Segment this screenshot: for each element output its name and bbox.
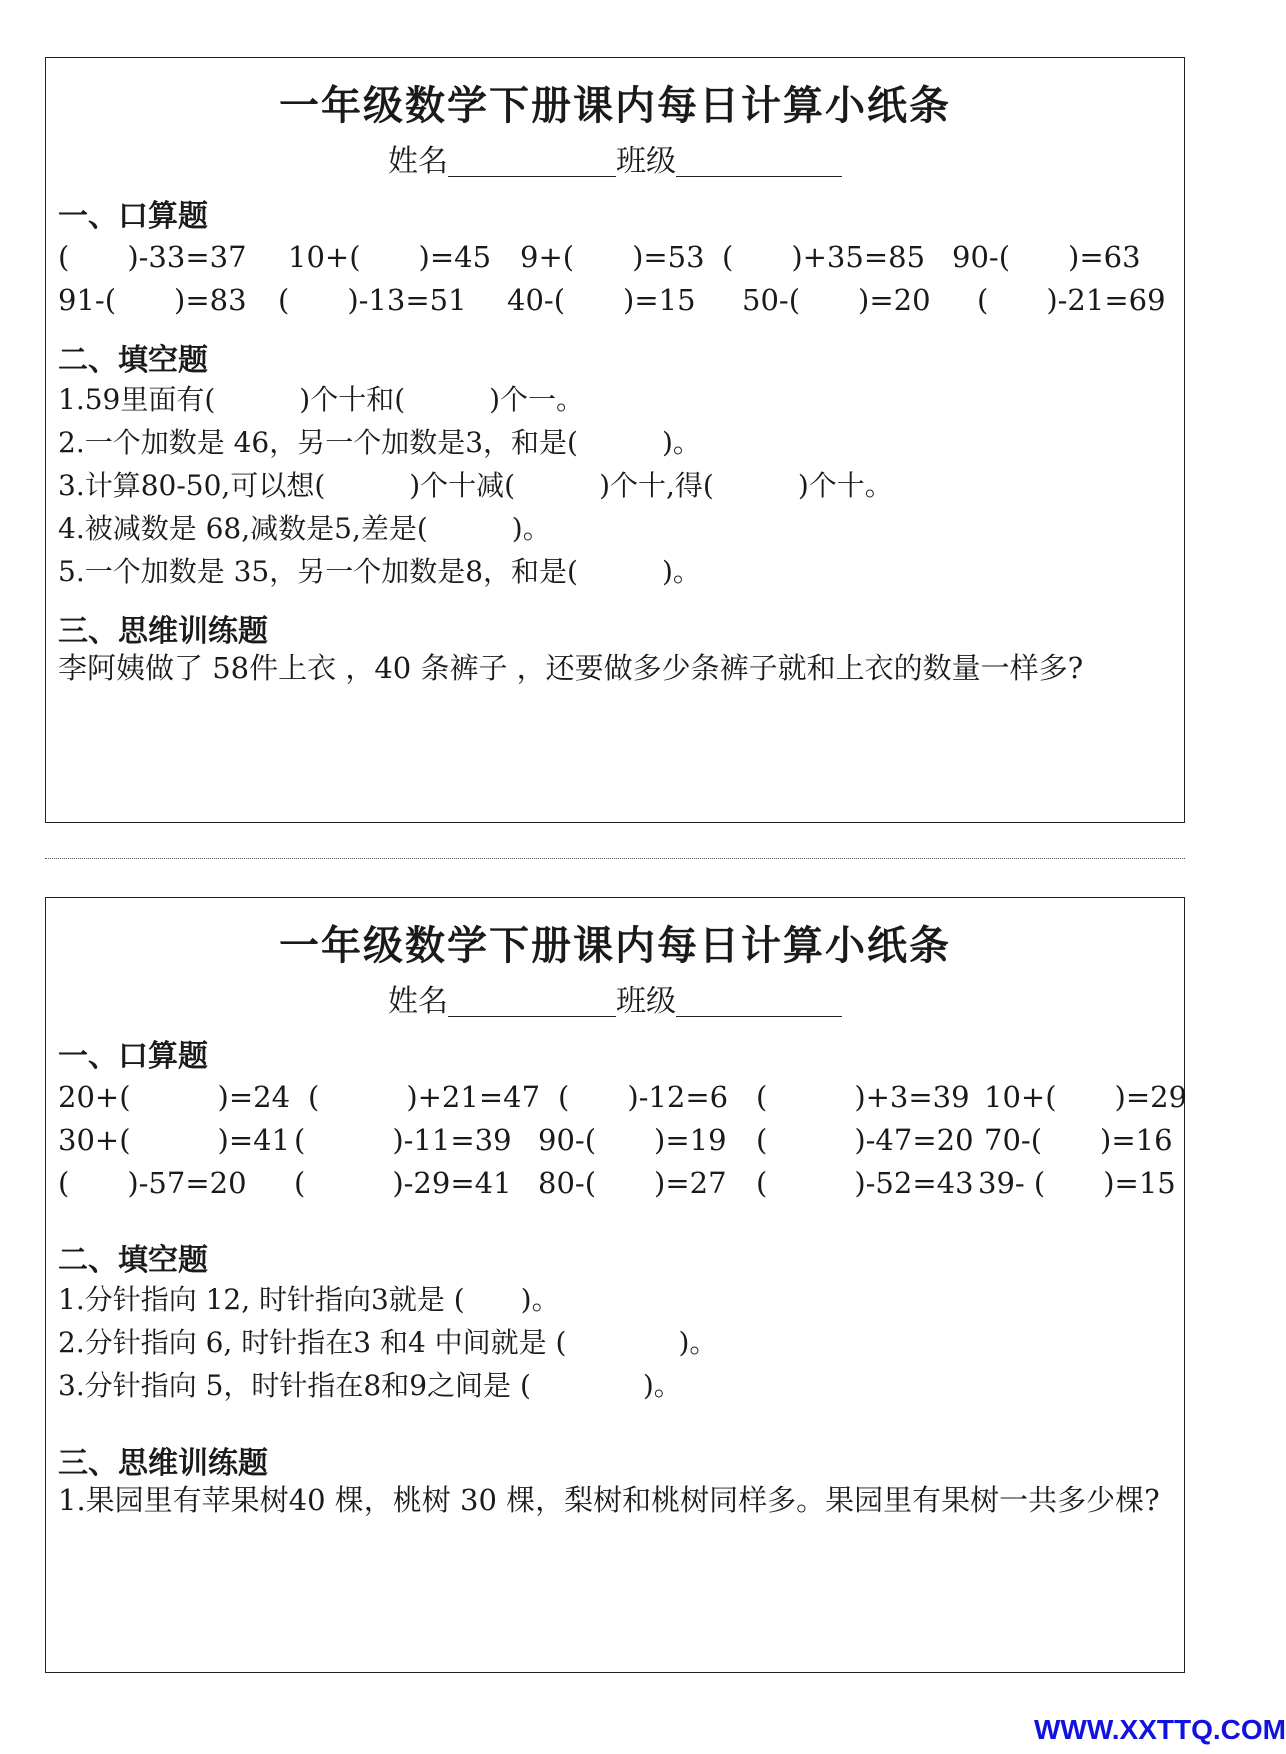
calc-item: ( )-33=37 xyxy=(58,240,247,274)
section-heading-fill-blank: 二、填空题 xyxy=(58,343,208,378)
calc-item: ( )-21=69 xyxy=(977,283,1166,317)
section-heading-thinking: 三、思维训练题 xyxy=(58,1446,268,1481)
strip-title: 一年级数学下册课内每日计算小纸条 xyxy=(279,83,951,129)
cut-line xyxy=(45,858,1185,859)
section-heading-mental-math: 一、口算题 xyxy=(58,199,208,234)
calc-item: 39- ( )=15 xyxy=(978,1166,1176,1200)
name-label: 姓名 xyxy=(388,984,448,1019)
class-label: 班级 xyxy=(616,984,676,1019)
fill-blank-item: 4.被减数是 68,减数是5,差是( )。 xyxy=(58,512,551,545)
word-problem: 1.果园里有苹果树40 棵，桃树 30 棵，梨树和桃树同样多。果园里有果树一共多少棵? xyxy=(58,1483,1160,1517)
calc-item: 10+( )=45 xyxy=(288,240,492,274)
calc-item: 10+( )=29 xyxy=(984,1080,1188,1114)
section-heading-fill-blank: 二、填空题 xyxy=(58,1243,208,1278)
calc-item: ( )-47=20 xyxy=(756,1123,974,1157)
calc-strip-2 xyxy=(45,897,1188,1673)
calc-item: ( )+3=39 xyxy=(756,1080,970,1114)
calc-item: 70-( )=16 xyxy=(984,1123,1173,1157)
fill-blank-item: 5.一个加数是 35，另一个加数是8，和是( )。 xyxy=(58,555,701,588)
calc-item: ( )-52=43 xyxy=(756,1166,974,1200)
section-heading-thinking: 三、思维训练题 xyxy=(58,614,268,649)
calc-item: 90-( )=19 xyxy=(538,1123,727,1157)
student-info xyxy=(46,976,1184,1020)
calc-item: 50-( )=20 xyxy=(742,283,931,317)
fill-blank-item: 3.分针指向 5，时针指在8和9之间是 ( )。 xyxy=(58,1369,682,1402)
name-blank[interactable] xyxy=(448,146,616,177)
fill-blank-item: 3.计算80-50,可以想( )个十减( )个十,得( )个十。 xyxy=(58,469,893,502)
class-label: 班级 xyxy=(616,144,676,179)
calc-item: ( )+35=85 xyxy=(722,240,926,274)
calc-item: 91-( )=83 xyxy=(58,283,247,317)
fill-blank-item: 1.分针指向 12, 时针指向3就是 ( )。 xyxy=(58,1283,560,1316)
name-label: 姓名 xyxy=(388,144,448,179)
calc-item: 30+( )=41 xyxy=(58,1123,291,1157)
fill-blank-item: 2.分针指向 6, 时针指在3 和4 中间就是 ( )。 xyxy=(58,1326,718,1359)
calc-item: ( )-29=41 xyxy=(294,1166,512,1200)
fill-blank-item: 1.59里面有( )个十和( )个一。 xyxy=(58,383,585,416)
section-heading-mental-math: 一、口算题 xyxy=(58,1039,208,1074)
calc-item: ( )+21=47 xyxy=(308,1080,541,1114)
site-watermark: WWW.XXTTQ.COM xyxy=(1034,1714,1286,1745)
calc-item: 20+( )=24 xyxy=(58,1080,291,1114)
calc-item: ( )-11=39 xyxy=(294,1123,512,1157)
class-blank[interactable] xyxy=(676,986,842,1017)
calc-item: 9+( )=53 xyxy=(520,240,705,274)
word-problem: 李阿姨做了 58件上衣 ，40 条裤子 ，还要做多少条裤子就和上衣的数量一样多? xyxy=(58,651,1084,685)
calc-item: 90-( )=63 xyxy=(952,240,1141,274)
fill-blank-item: 2.一个加数是 46，另一个加数是3，和是( )。 xyxy=(58,426,701,459)
calc-item: ( )-57=20 xyxy=(58,1166,247,1200)
strip-title: 一年级数学下册课内每日计算小纸条 xyxy=(279,923,951,969)
calc-strip-1 xyxy=(45,57,1185,823)
calc-item: ( )-12=6 xyxy=(558,1080,729,1114)
calc-item: 40-( )=15 xyxy=(507,283,696,317)
calc-item: ( )-13=51 xyxy=(278,283,467,317)
class-blank[interactable] xyxy=(676,146,842,177)
name-blank[interactable] xyxy=(448,986,616,1017)
calc-item: 80-( )=27 xyxy=(538,1166,727,1200)
student-info xyxy=(46,136,1184,180)
